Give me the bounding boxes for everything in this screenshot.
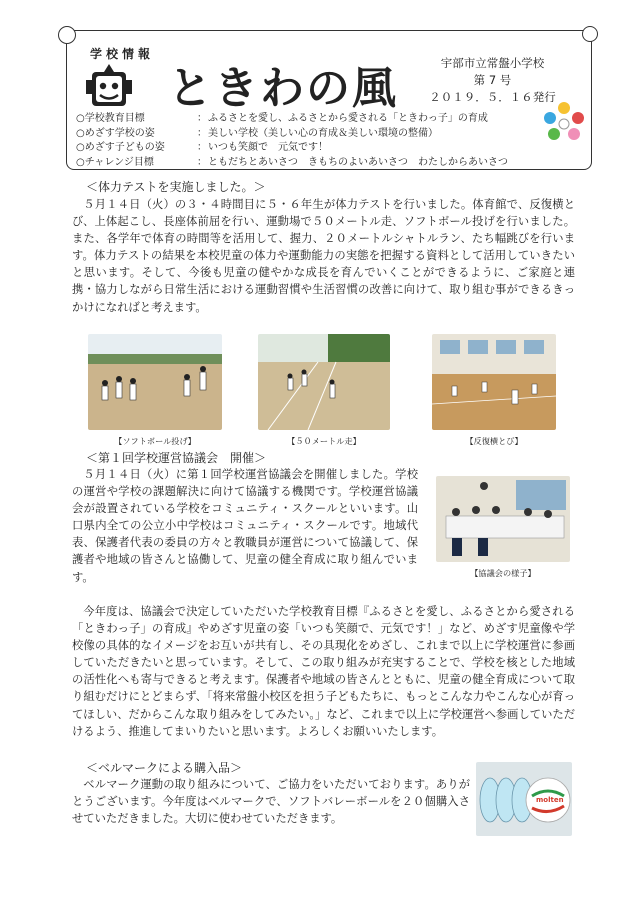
goal-row: ○学校教育目標 ：ふるさとを愛し、ふるさとから愛される「ときわっ子」の育成	[76, 113, 488, 124]
school-mascot-icon	[84, 62, 134, 112]
photo-caption: 【ソフトボール投げ】	[114, 436, 196, 446]
softball-throw-photo	[88, 334, 222, 430]
council-meeting-photo	[436, 476, 570, 562]
ball-brand-label: molten	[536, 796, 564, 804]
goal-row: ○チャレンジ目標 ：ともだちとあいさつ きもちのよいあいさつ わたしからあいさつ	[76, 156, 508, 168]
scroll-curl-icon	[58, 26, 76, 44]
section-label: 学校情報	[90, 47, 155, 61]
school-meta	[420, 55, 565, 106]
article-heading: ＜体力テストを実施しました。＞	[86, 180, 266, 194]
fifty-meter-run-photo	[258, 334, 390, 430]
article-body: ５月１４日（火）の３・４時間目に５・６年生が体力テストを行いました。体育館で、反復横とび、上体起こし、長座体前屈を行い、運動場で５０メートル走、ソフトボール投げを行いました。また、各学年で体育の時間等を活用して、握力、２０メートルシャトルラン、たち幅跳びを行います。体力テストの結果を本校児童の体力や運動能力の実態を把握する資料として活用していきたいと思います。そして、今後も児童の健やかな成長を育んでいくことができるように、ご家庭と連携・協力しながら日常生活における運動習慣や生活習慣の改善に向けて、取り組む事ができるきっかけになればと考えます。	[72, 198, 575, 314]
article-body: ベルマーク運動の取り組みについて、ご協力をいただいております。ありがとうございます。今年度はベルマークで、ソフトバレーボールを２０個購入させていただきました。大切に使わせていただきます。	[72, 778, 470, 826]
scroll-curl-icon	[582, 26, 598, 42]
article-heading: ＜第１回学校運営協議会 開催＞	[86, 451, 267, 465]
photo-caption: 【５０メートル走】	[287, 436, 361, 446]
goal-row: ○めざす子どもの姿 ：いつも笑顔で 元気です！	[76, 142, 328, 153]
volleyball-photo	[476, 762, 572, 836]
goal-row: ○めざす学校の姿 ：美しい学校（美しい心の育成＆美しい環境の整備）	[76, 127, 438, 139]
article-body: 今年度は、協議会で決定していただいた学校教育目標『ふるさとを愛し、ふるさとから愛される「ときわっ子」の育成』やめざす児童の姿「いつも笑顔で、元気です！」など、めざす児童像や学校像の具体的なイメージをお互いが共有し、その具現化をめざし、これまで以上に学校運営に参画していただきたいと思っています。そして、この取り組みが充実することで、学校を核とした地域の活性化へも寄与できると考えます。保護者や地域の皆さんとともに、児童の健全育成について取り組むだけにとどまらず、「将来常盤小校区を担う子どもたちに、もっとこんな力やこんな心が育ってほしい、だからこんな取り組みをしてみたい。」など、これまで以上に学校運営へ参画していただけるよう、推進してまいりたいと思います。よろしくお願いいたします。	[72, 605, 575, 738]
newsletter-title: ときわの風	[168, 63, 398, 114]
school-name: 宇部市立常盤小学校	[440, 56, 545, 70]
goals-list	[76, 112, 546, 170]
children-emblem-icon	[540, 100, 588, 144]
photo-caption: 【協議会の様子】	[470, 568, 536, 578]
issue-date: ２０１９．５．１６発行	[429, 90, 556, 104]
side-step-photo	[432, 334, 556, 430]
article-heading: ＜ベルマークによる購入品＞	[86, 761, 243, 775]
issue-number: 第 7 号	[473, 73, 512, 87]
article-body: ５月１４日（火）に第１回学校運営協議会を開催しました。学校の運営や学校の課題解決に向けて協議する機関です。学校運営協議会が設置されている学校をコミュニティ・スクールといいます。山口県内全ての公立小中学校はコミュニティ・スクールです。地域代表、保護者代表の委員の方々と教職員が運営について協議して、保護者や地域の皆さんと協働して、児童の健全育成に取り組んでいます。	[72, 468, 418, 584]
photo-caption: 【反復横とび】	[465, 436, 523, 446]
